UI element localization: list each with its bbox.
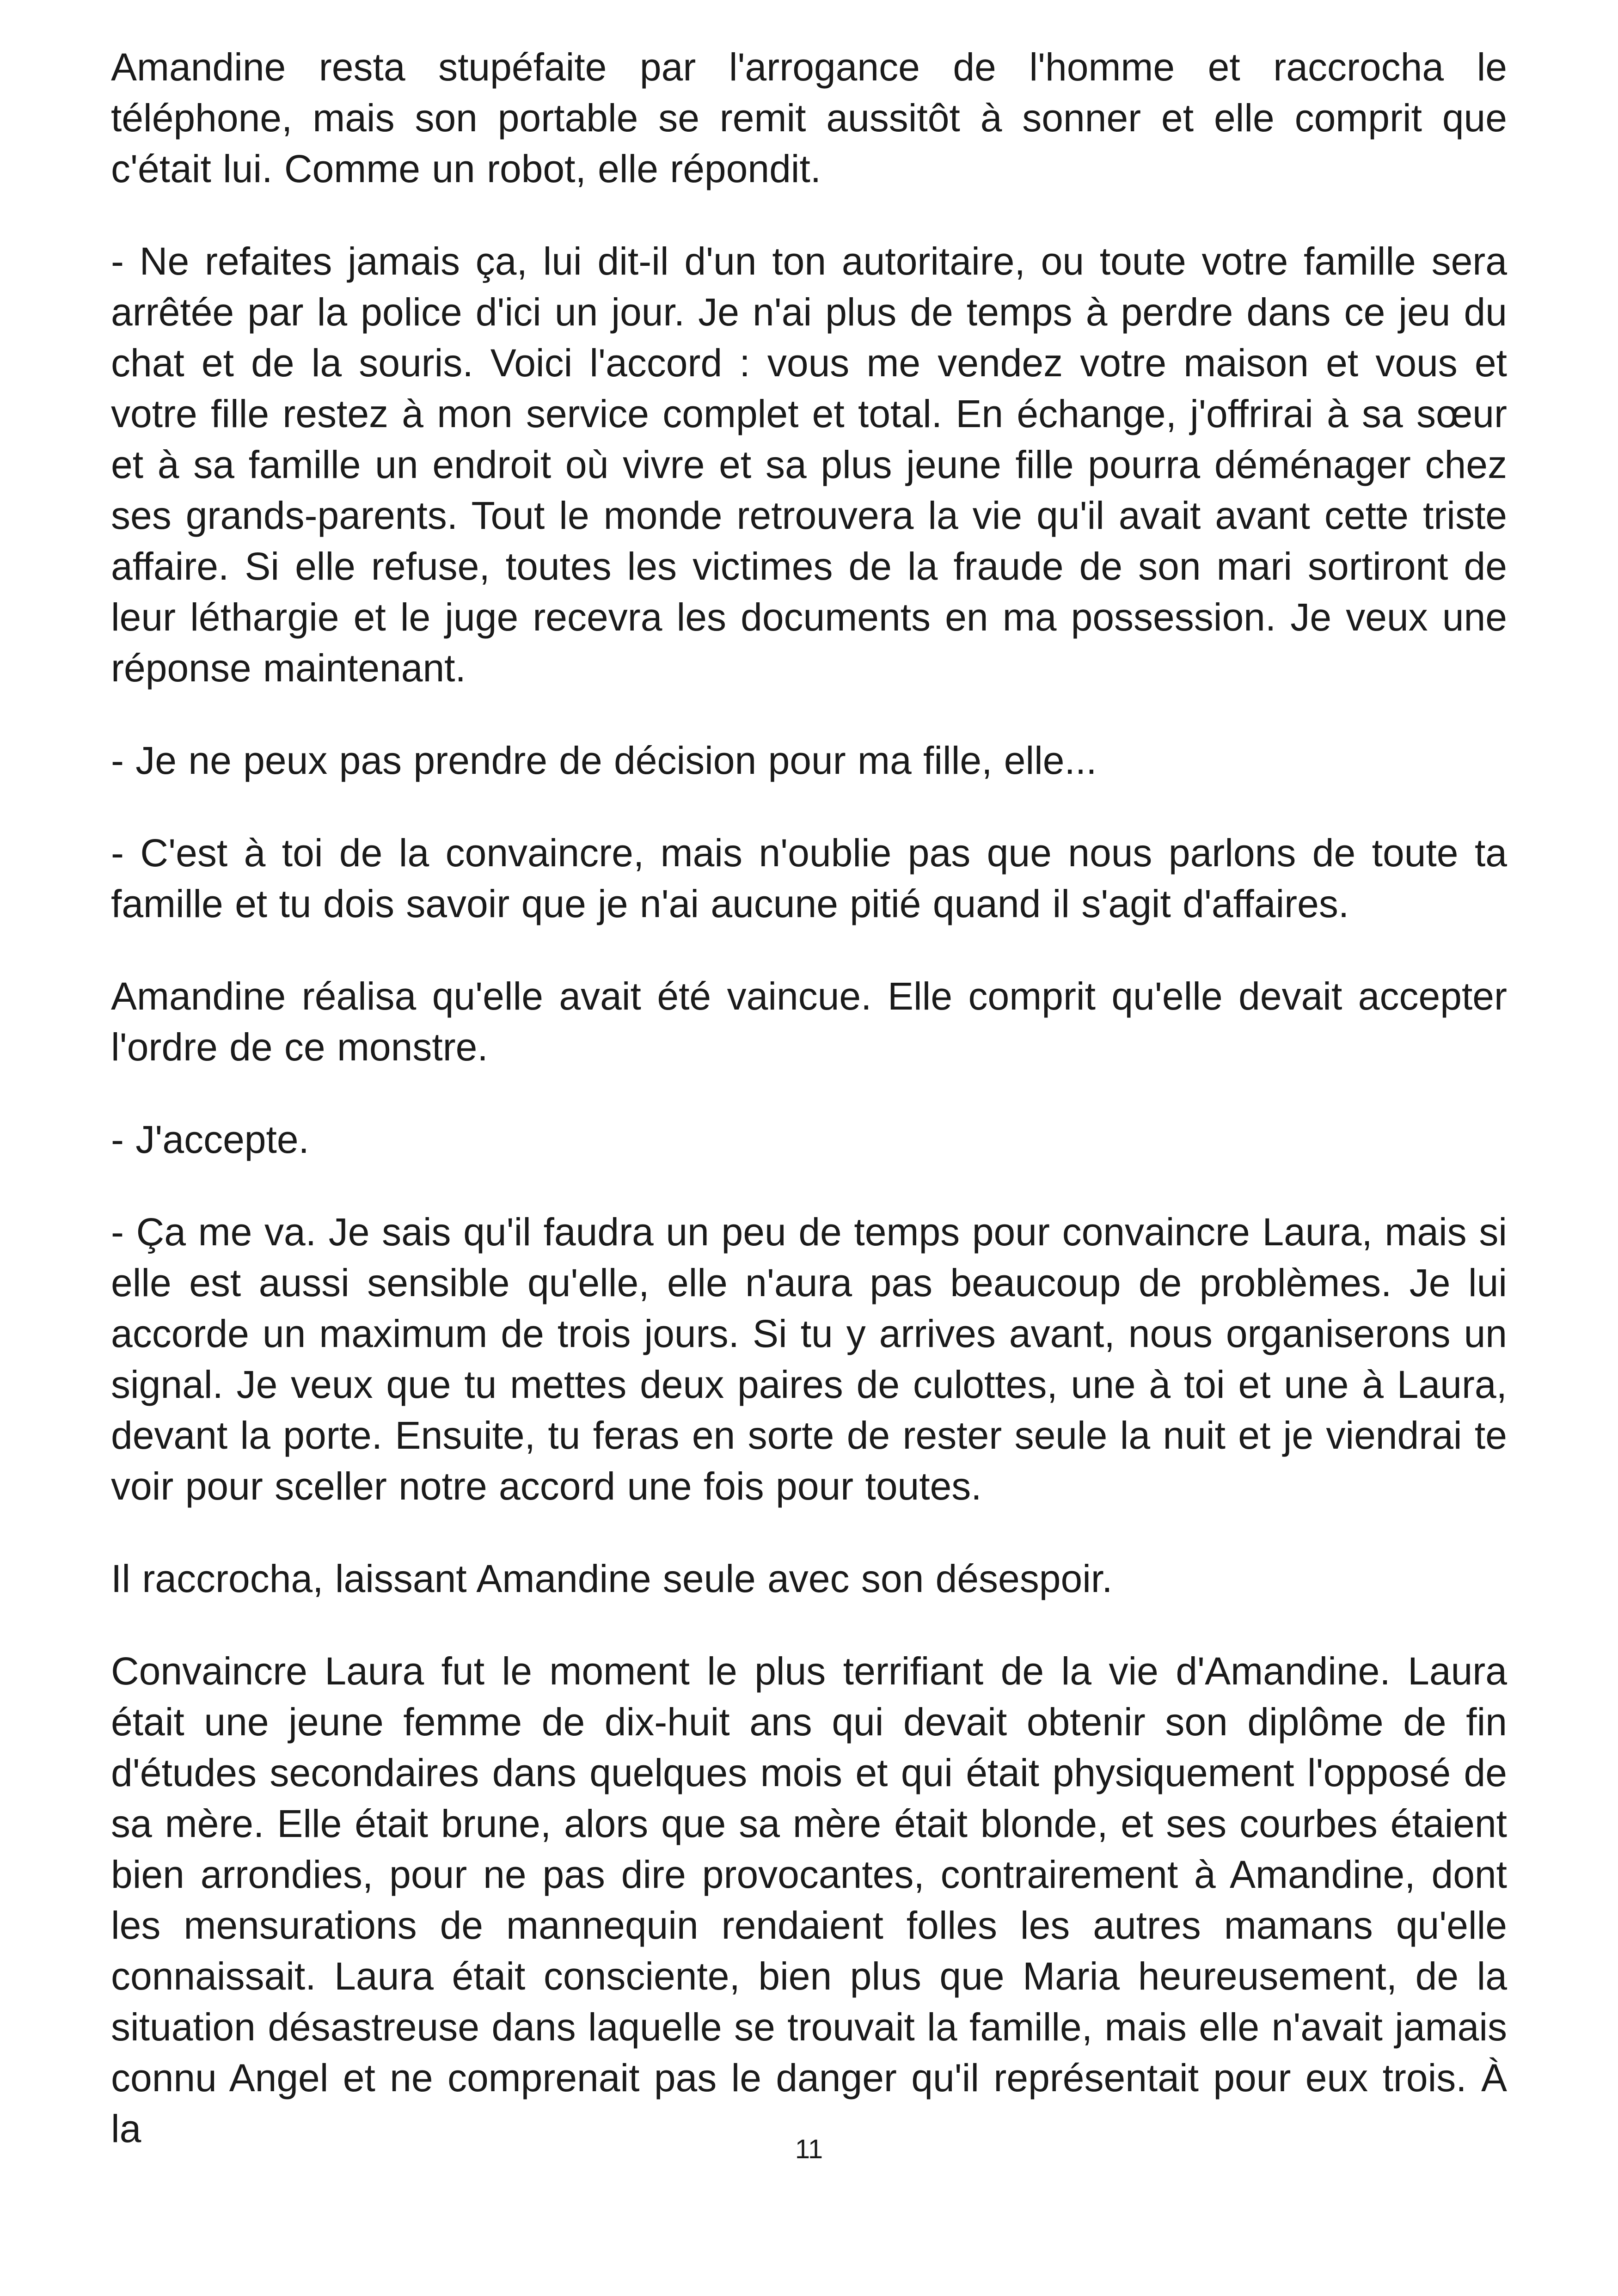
paragraph: - Je ne peux pas prendre de décision pour ma fille, elle... bbox=[111, 739, 1097, 782]
paragraph: - C'est à toi de la convaincre, mais n'oublie pas que nous parlons de toute ta famille et tu dois savoir que je n'ai aucune pitié quand il s'agit d'affaires. bbox=[111, 831, 1507, 925]
paragraph: Il raccrocha, laissant Amandine seule avec son désespoir. bbox=[111, 1557, 1113, 1600]
paragraph: Amandine resta stupéfaite par l'arrogance de l'homme et raccrocha le téléphone, mais son portable se remit aussitôt à sonner et elle comprit que c'était lui. Comme un robot, elle répondit. bbox=[111, 45, 1507, 190]
page-body bbox=[111, 42, 1507, 2154]
paragraph: - Ça me va. Je sais qu'il faudra un peu de temps pour convaincre Laura, mais si elle est aussi sensible qu'elle, elle n'aura pas beaucoup de problèmes. Je lui accorde un maximum de trois jours. Si tu y arrives avant, nous organiserons un signal. Je veux que tu mettes deux paires de culottes, une à toi et une à Laura, devant la porte. Ensuite, tu feras en sorte de rester seule la nuit et je viendrai te voir pour sceller notre accord une fois pour toutes. bbox=[111, 1210, 1507, 1508]
paragraph: - J'accepte. bbox=[111, 1118, 309, 1161]
page-number: 11 bbox=[795, 2134, 823, 2164]
paragraph: Amandine réalisa qu'elle avait été vaincue. Elle comprit qu'elle devait accepter l'ordre de ce monstre. bbox=[111, 974, 1507, 1069]
paragraph: Convaincre Laura fut le moment le plus terrifiant de la vie d'Amandine. Laura était une jeune femme de dix-huit ans qui devait obtenir son diplôme de fin d'études secondaires dans quelques mois et qui était physiquement l'opposé de sa mère. Elle était brune, alors que sa mère était blonde, et ses courbes étaient bien arrondies, pour ne pas dire provocantes, contrairement à Amandine, dont les mensurations de mannequin rendaient folles les autres mamans qu'elle connaissait. Laura était consciente, bien plus que Maria heureusement, de la situation désastreuse dans laquelle se trouvait la famille, mais elle n'avait jamais connu Angel et ne comprenait pas le danger qu'il représentait pour eux trois. À la bbox=[111, 1649, 1507, 2150]
paragraph: - Ne refaites jamais ça, lui dit-il d'un ton autoritaire, ou toute votre famille sera arrêtée par la police d'ici un jour. Je n'ai plus de temps à perdre dans ce jeu du chat et de la souris. Voici l'accord : vous me vendez votre maison et vous et votre fille restez à mon service complet et total. En échange, j'offrirai à sa sœur et à sa famille un endroit où vivre et sa plus jeune fille pourra déménager chez ses grands-parents. Tout le monde retrouvera la vie qu'il avait avant cette triste affaire. Si elle refuse, toutes les victimes de la fraude de son mari sortiront de leur léthargie et le juge recevra les documents en ma possession. Je veux une réponse maintenant. bbox=[111, 239, 1507, 690]
